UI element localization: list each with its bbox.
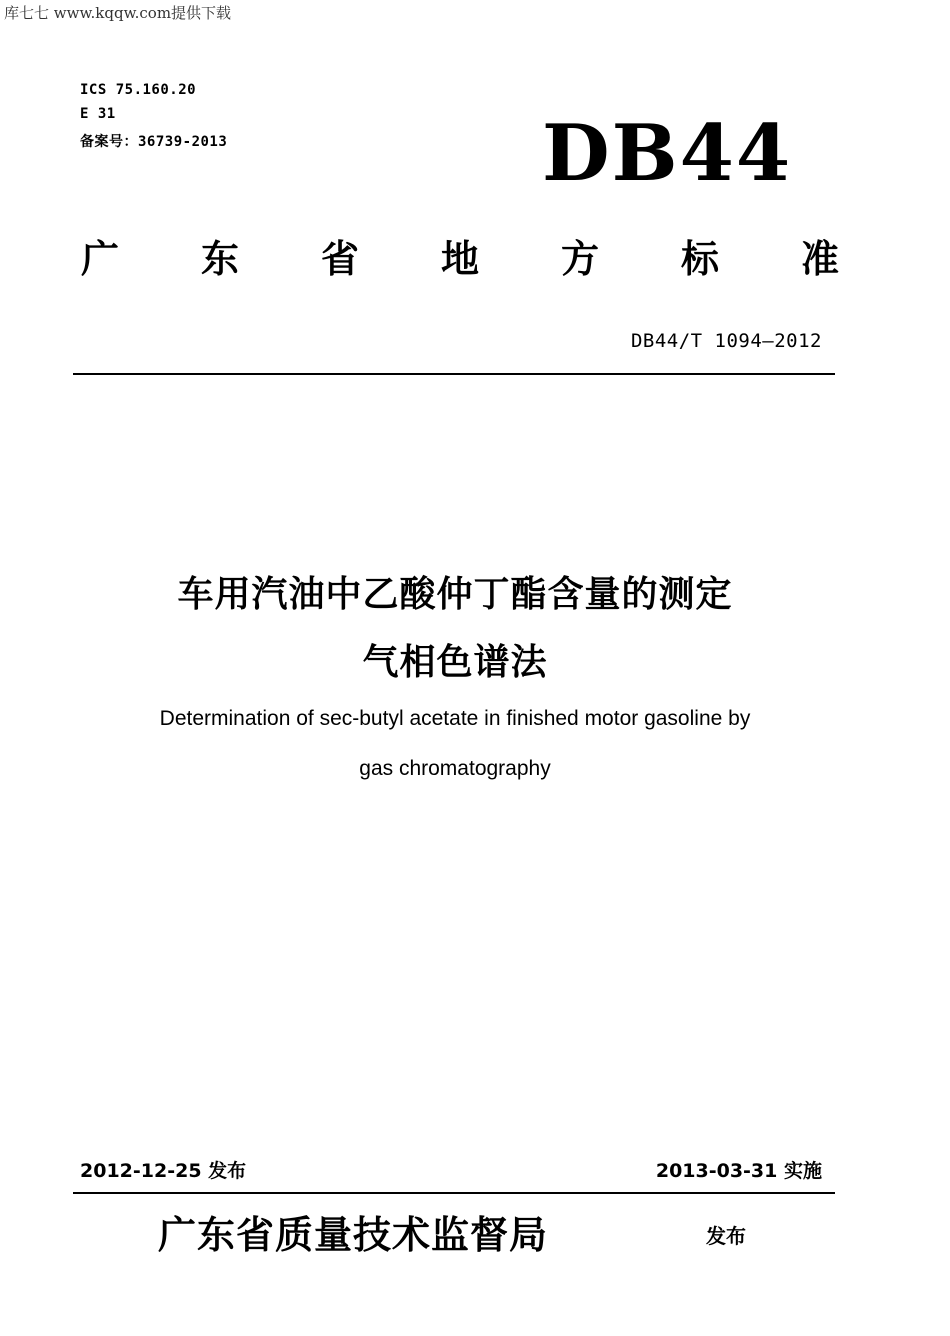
standard-type-heading <box>70 228 850 283</box>
title-chinese-line2: 气相色谱法 <box>362 642 548 683</box>
title-english-line2: gas chromatography <box>359 757 551 780</box>
standard-type-char: 广 <box>80 237 119 281</box>
title-chinese-line1: 车用汽油中乙酸仲丁酯含量的测定 <box>177 574 733 615</box>
filing-number: 备案号：36739-2013 <box>80 134 228 150</box>
standard-type-char: 东 <box>200 237 239 281</box>
standard-number: DB44/T 1094—2012 <box>630 330 822 352</box>
standard-type-char: 方 <box>560 237 599 281</box>
implementation-date: 2013-03-31 实施 <box>655 1160 822 1182</box>
issue-label: 发布 <box>706 1224 746 1248</box>
db44-mark: DB44 <box>542 108 793 199</box>
title-english-line1: Determination of sec-butyl acetate in finished motor gasoline by <box>159 707 751 730</box>
watermark-text: 库七七 www.kqqw.com提供下载 <box>4 4 232 22</box>
issuing-authority: 广东省质量技术监督局 <box>158 1212 549 1257</box>
standard-type-char: 地 <box>440 237 479 281</box>
classification-code: E 31 <box>80 106 116 122</box>
ics-code: ICS 75.160.20 <box>80 82 197 98</box>
top-divider <box>73 373 835 375</box>
standard-type-char: 标 <box>680 237 719 281</box>
bottom-divider <box>73 1192 835 1194</box>
standard-type-char: 准 <box>800 237 839 281</box>
standard-type-char: 省 <box>320 237 359 281</box>
issue-date: 2012-12-25 发布 <box>80 1160 247 1182</box>
